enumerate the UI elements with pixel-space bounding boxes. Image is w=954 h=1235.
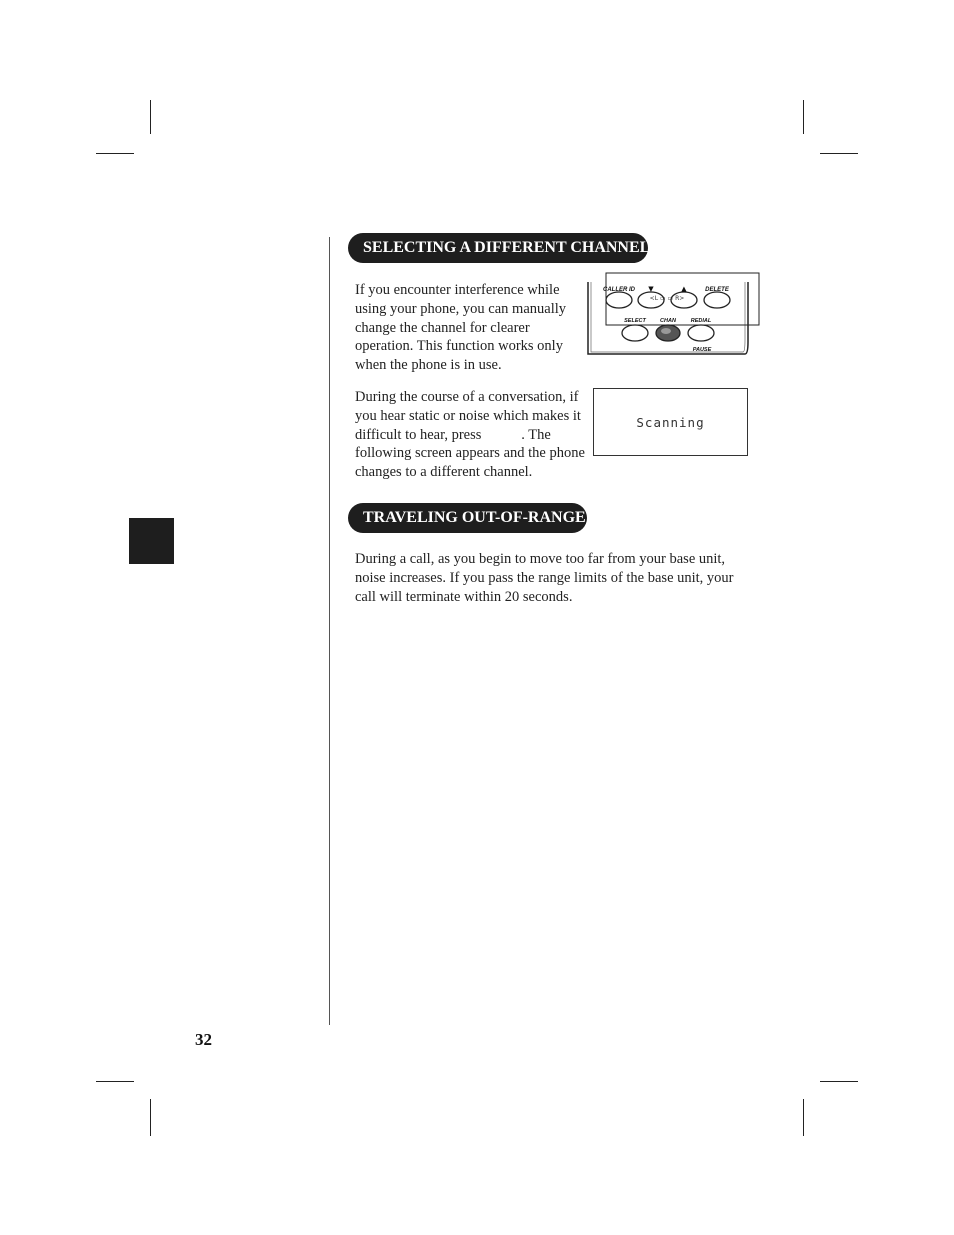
crop-mark xyxy=(96,153,134,154)
keypad-label-up: ▲ xyxy=(681,285,687,293)
lcd-screen xyxy=(593,388,748,456)
crop-mark xyxy=(96,1081,134,1082)
keypad-label-redial: REDIAL xyxy=(690,318,712,324)
keypad-label-chan: CHAN xyxy=(660,318,676,324)
keypad-label-select: SELECT xyxy=(624,318,646,324)
page-number: 32 xyxy=(195,1030,212,1049)
keypad-svg xyxy=(585,272,761,356)
keypad-label-down: ▼ xyxy=(648,285,654,293)
section-heading-out-of-range: TRAVELING OUT-OF-RANGE xyxy=(348,503,587,533)
keypad-label-delete: DELETE xyxy=(705,287,729,293)
keypad-illustration xyxy=(585,272,761,356)
crop-mark xyxy=(820,153,858,154)
select-button xyxy=(622,325,648,341)
caller-id-button xyxy=(606,292,632,308)
crop-mark xyxy=(150,100,151,134)
section-heading-selecting-channel: SELECTING A DIFFERENT CHANNEL xyxy=(348,233,648,263)
lcd-text: Scanning xyxy=(636,414,705,430)
crop-mark xyxy=(150,1099,151,1136)
column-rule xyxy=(329,237,330,1025)
crop-mark xyxy=(803,1099,804,1136)
paragraph-interference: If you encounter interference while using your phone, you can manually change the channel for clearer operation. This function works only when the phone is in use. xyxy=(355,282,567,374)
delete-button xyxy=(704,292,730,308)
keypad-label-center: <L ▭ ▭ R> xyxy=(649,295,685,302)
crop-mark xyxy=(820,1081,858,1082)
paragraph-conversation: During the course of a conversation, if you hear static or noise which makes it difficult to hear, press . The following screen appears and the phone changes to a different channel. xyxy=(355,389,589,481)
crop-mark xyxy=(803,100,804,134)
paragraph-out-of-range: During a call, as you begin to move too far from your base unit, noise increases. If you pass the range limits of the base unit, your call will terminate within 20 seconds. xyxy=(355,551,734,605)
redial-button xyxy=(688,325,714,341)
keypad-label-pause: PAUSE xyxy=(692,347,712,353)
section-tab xyxy=(129,518,174,564)
keypad-label-caller-id: CALLER ID xyxy=(603,287,635,293)
